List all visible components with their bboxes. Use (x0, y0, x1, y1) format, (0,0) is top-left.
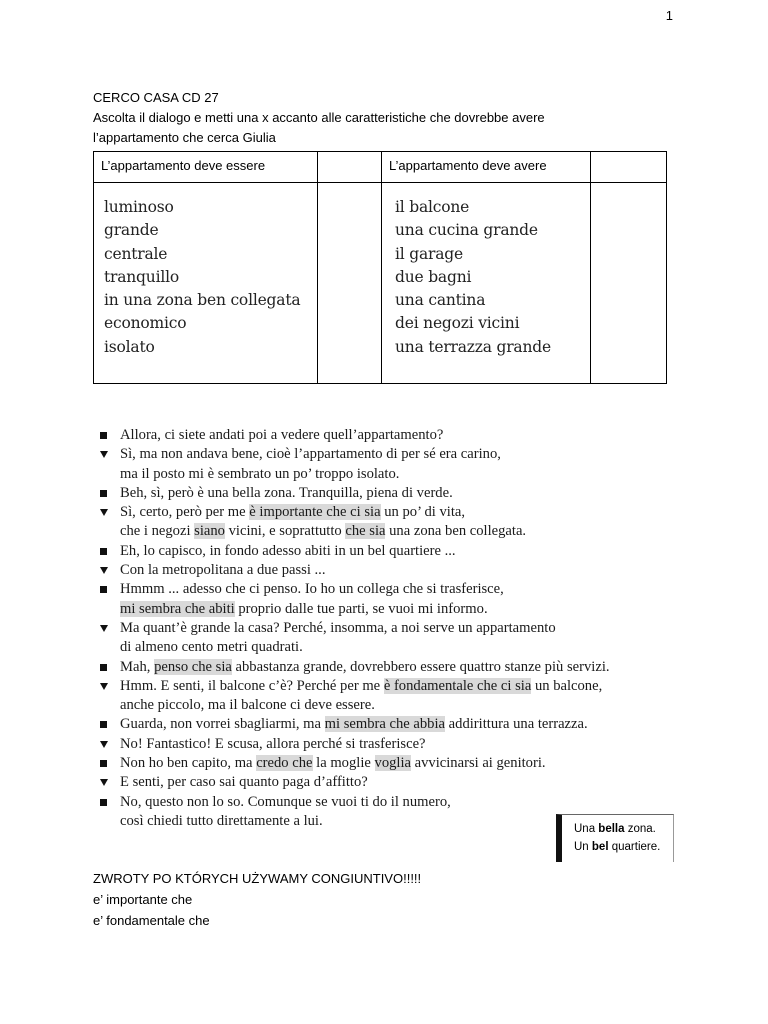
checkbox-column-1-header (318, 152, 382, 183)
dialog-line (100, 773, 680, 792)
dialog-text: Sì, ma non andava bene, cioè l’appartamento di per sé era carino, (120, 446, 501, 463)
dialog-line (100, 580, 680, 599)
dialog-text: ma il posto mi è sembrato un po’ troppo isolato. (120, 465, 400, 482)
essere-item: luminoso (104, 198, 174, 216)
dialog-text: vicini, e soprattutto (224, 523, 346, 540)
dialog-text: Hmmm ... adesso che ci penso. Io ho un collega che si trasferisce, (120, 581, 504, 598)
highlighted-phrase: che sia (345, 523, 386, 540)
essere-item: centrale (104, 244, 168, 263)
avere-item: una terrazza grande (395, 337, 551, 356)
dialog-text: Allora, ci siete andati poi a vedere quell’appartamento? (120, 427, 444, 443)
dialog-line (100, 696, 680, 715)
header-deve-essere: L’appartamento deve essere (94, 152, 318, 183)
highlighted-phrase: credo che (256, 755, 313, 772)
speaker-square-icon (100, 580, 114, 600)
dialog-line (100, 793, 680, 812)
instruction-line-1: Ascolta il dialogo e metti una x accanto alle caratteristiche che dovrebbe avere (93, 110, 545, 125)
dialog-line (100, 715, 680, 734)
page-number: 1 (665, 8, 673, 23)
speaker-triangle-icon (100, 735, 114, 755)
dialog-text: No! Fantastico! E scusa, allora perché si trasferisce? (120, 735, 426, 752)
dialog-text: la moglie (312, 755, 375, 772)
highlighted-phrase: è importante che ci sia (249, 504, 381, 521)
checkbox-column-2-header (591, 152, 667, 183)
speaker-square-icon (100, 658, 114, 678)
highlighted-phrase: siano (194, 523, 225, 540)
phrase-box (556, 814, 674, 862)
speaker-square-icon (100, 715, 114, 735)
dialog-text: Con la metropolitana a due passi ... (120, 562, 326, 579)
dialog-line (100, 600, 680, 619)
essere-item: tranquillo (104, 267, 179, 286)
dialog-text: Ma quant’è grande la casa? Perché, insomma, a noi serve un appartamento (120, 619, 556, 636)
phrase-box-line-2: Un bel quartiere. (574, 841, 661, 853)
dialog-text: Eh, lo capisco, in fondo adesso abiti in un bel quartiere ... (120, 542, 456, 559)
dialog-line (100, 658, 680, 677)
essere-items-cell (94, 183, 318, 384)
speaker-triangle-icon (100, 445, 114, 465)
highlighted-phrase: mi sembra che abiti (120, 600, 235, 617)
speaker-triangle-icon (100, 619, 114, 639)
dialog-text: avvicinarsi ai genitori. (411, 755, 546, 772)
phrase-box-line-1: Una bella zona. (574, 823, 656, 835)
dialog-line (100, 522, 680, 541)
avere-item: il garage (395, 244, 463, 263)
dialog-text: addirittura una terrazza. (445, 716, 588, 733)
dialog-text: Hmm. E senti, il balcone c’è? Perché per me (120, 677, 384, 694)
dialog-text: Sì, certo, però per me (120, 504, 250, 521)
speaker-triangle-icon (100, 503, 114, 523)
essere-item: isolato (104, 337, 155, 356)
dialog-text: di almeno cento metri quadrati. (120, 639, 303, 656)
dialog-line (100, 677, 680, 696)
highlighted-phrase: voglia (374, 755, 411, 772)
exercise-title: CERCO CASA CD 27 (93, 90, 219, 105)
dialog-line (100, 484, 680, 503)
essere-items-list (94, 183, 317, 359)
footer-phrase-1: e’ importante che (93, 892, 193, 907)
speaker-square-icon (100, 426, 114, 446)
highlighted-phrase: penso che sia (154, 658, 232, 675)
dialog-line (100, 445, 680, 464)
dialog-line (100, 426, 680, 445)
dialog-text: che i negozi (120, 523, 195, 540)
speaker-square-icon (100, 542, 114, 562)
speaker-square-icon (100, 484, 114, 504)
footer-notes (93, 868, 421, 931)
dialog-text: un po’ di vita, (380, 504, 466, 521)
speaker-triangle-icon (100, 561, 114, 581)
dialog-text: Mah, (120, 658, 155, 675)
avere-item: dei negozi vicini (395, 314, 520, 333)
exercise-header (93, 88, 693, 148)
avere-item: il balcone (395, 198, 470, 216)
avere-item: una cantina (395, 291, 486, 310)
speaker-square-icon (100, 754, 114, 774)
essere-item: grande (104, 221, 159, 240)
dialog-text: proprio dalle tue parti, se vuoi mi informo. (234, 600, 488, 617)
essere-check-cell[interactable] (318, 183, 382, 384)
dialog-line (100, 561, 680, 580)
avere-check-cell[interactable] (591, 183, 667, 384)
footer-heading: ZWROTY PO KTÓRYCH UŻYWAMY CONGIUNTIVO!!!!! (93, 871, 422, 886)
dialog-text: No, questo non lo so. Comunque se vuoi ti do il numero, (120, 793, 451, 810)
essere-item: economico (104, 314, 187, 333)
header-deve-avere: L’appartamento deve avere (382, 152, 591, 183)
instruction-line-2: l’appartamento che cerca Giulia (93, 130, 276, 145)
dialog-transcript (100, 426, 680, 831)
speaker-triangle-icon (100, 677, 114, 697)
dialog-line (100, 638, 680, 657)
highlighted-phrase: è fondamentale che ci sia (383, 677, 532, 694)
dialog-line (100, 735, 680, 754)
avere-item: due bagni (395, 267, 472, 286)
dialog-text: Non ho ben capito, ma (120, 755, 257, 772)
highlighted-phrase: mi sembra che abbia (324, 716, 446, 733)
dialog-text: anche piccolo, ma il balcone ci deve essere. (120, 697, 375, 714)
dialog-line (100, 503, 680, 522)
dialog-line (100, 542, 680, 561)
avere-item: una cucina grande (395, 221, 538, 240)
speaker-triangle-icon (100, 773, 114, 793)
dialog-text: Guarda, non vorrei sbagliarmi, ma (120, 716, 325, 733)
avere-items-list (382, 183, 590, 359)
checklist-table (93, 151, 667, 384)
dialog-text: abbastanza grande, dovrebbero essere quattro stanze più servizi. (231, 658, 610, 675)
dialog-line (100, 619, 680, 638)
dialog-text: così chiedi tutto direttamente a lui. (120, 812, 323, 829)
essere-item: in una zona ben collegata (104, 291, 301, 310)
dialog-line (100, 465, 680, 484)
dialog-text: un balcone, (531, 677, 603, 694)
avere-items-cell (382, 183, 591, 384)
dialog-line (100, 754, 680, 773)
dialog-text: una zona ben collegata. (385, 523, 527, 540)
footer-phrase-2: e’ fondamentale che (93, 913, 210, 928)
dialog-text: E senti, per caso sai quanto paga d’affitto? (120, 774, 368, 791)
speaker-square-icon (100, 793, 114, 813)
dialog-text: Beh, sì, però è una bella zona. Tranquilla, piena di verde. (120, 484, 453, 501)
